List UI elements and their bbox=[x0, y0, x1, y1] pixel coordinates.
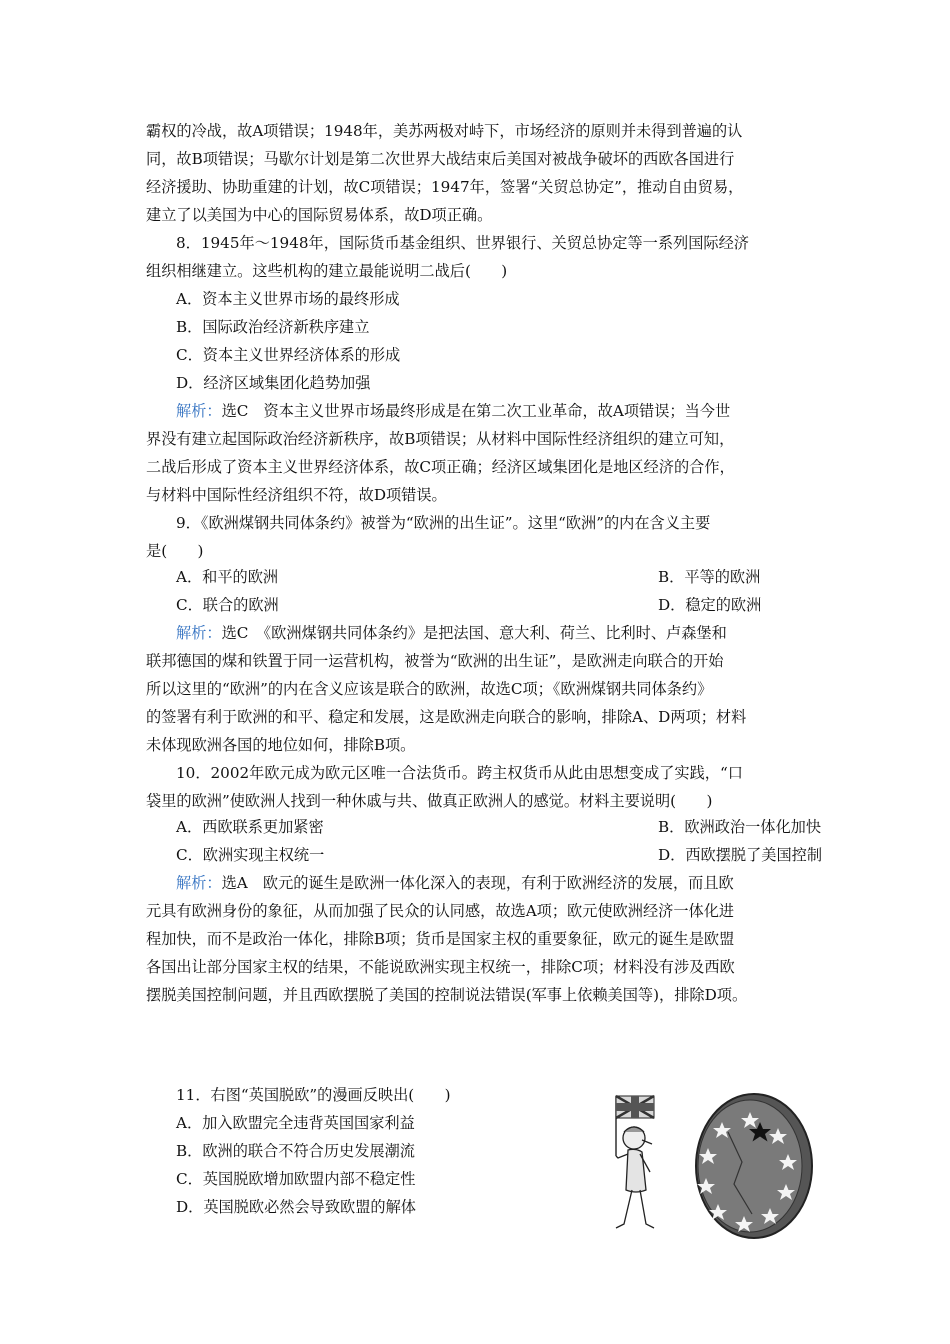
option-d: D．西欧摆脱了美国控制 bbox=[658, 846, 823, 864]
question-8-stem: 8．1945年～1948年，国际货币基金组织、世界银行、关贸总协定等一系列国际经济 bbox=[176, 234, 749, 252]
option-row bbox=[176, 842, 848, 870]
answer-text: 选A 欧元的诞生是欧洲一体化深入的表现，有利于欧洲经济的发展，而且欧 bbox=[221, 874, 734, 892]
answer-text: 选C 《欧洲煤钢共同体条约》是把法国、意大利、荷兰、比利时、卢森堡和 bbox=[221, 624, 727, 642]
option-a: A．资本主义世界市场的最终形成 bbox=[176, 290, 400, 308]
option-a: A．加入欧盟完全违背英国国家利益 bbox=[176, 1114, 415, 1132]
option-c: C．联合的欧洲 bbox=[176, 596, 279, 614]
text-line: 同，故B项错误；马歇尔计划是第二次世界大战结束后美国对被战争破坏的西欧各国进行 bbox=[146, 150, 735, 168]
option-a: A．和平的欧洲 bbox=[176, 568, 279, 586]
answer-line: 程加快，而不是政治一体化，排除B项；货币是国家主权的重要象征，欧元的诞生是欧盟 bbox=[146, 930, 735, 948]
answer-line: 的签署有利于欧洲的和平、稳定和发展，这是欧洲走向联合的影响，排除A、D两项；材料 bbox=[146, 708, 747, 726]
option-b: B．欧洲的联合不符合历史发展潮流 bbox=[176, 1142, 415, 1160]
question-9-stem: 是( ) bbox=[146, 542, 204, 560]
question-10-stem: 袋里的欧洲”使欧洲人找到一种休戚与共、做真正欧洲人的感觉。材料主要说明( ) bbox=[146, 792, 713, 810]
jiexi-label: 解析： bbox=[176, 624, 222, 642]
option-row bbox=[176, 814, 848, 842]
jiexi-label: 解析： bbox=[176, 874, 222, 892]
question-10-stem: 10．2002年欧元成为欧元区唯一合法货币。跨主权货币从此由思想变成了实践，“口 bbox=[176, 764, 743, 782]
answer-text: 选C 资本主义世界市场最终形成是在第二次工业革命，故A项错误；当今世 bbox=[221, 402, 731, 420]
option-b: B．平等的欧洲 bbox=[658, 568, 761, 586]
option-a: A．西欧联系更加紧密 bbox=[176, 818, 324, 836]
question-11-stem: 11．右图“英国脱欧”的漫画反映出( ) bbox=[176, 1086, 451, 1104]
jiexi-label: 解析： bbox=[176, 402, 222, 420]
walking-figure-icon bbox=[616, 1127, 654, 1228]
text-line: 霸权的冷战，故A项错误；1948年，美苏两极对峙下，市场经济的原则并未得到普遍的认 bbox=[146, 122, 743, 140]
question-8-stem: 组织相继建立。这些机构的建立最能说明二战后( ) bbox=[146, 262, 508, 280]
answer-line bbox=[176, 398, 848, 426]
brexit-cartoon bbox=[604, 1092, 816, 1244]
answer-line bbox=[176, 620, 848, 648]
option-b: B．欧洲政治一体化加快 bbox=[658, 818, 822, 836]
answer-line: 摆脱美国控制问题，并且西欧摆脱了美国的控制说法错误(军事上依赖美国等)，排除D项。 bbox=[146, 986, 748, 1004]
option-d: D．稳定的欧洲 bbox=[658, 596, 762, 614]
answer-line: 二战后形成了资本主义世界经济体系，故C项正确；经济区域集团化是地区经济的合作， bbox=[146, 458, 735, 476]
option-c: C．资本主义世界经济体系的形成 bbox=[176, 346, 401, 364]
answer-line: 各国出让部分国家主权的结果，不能说欧洲实现主权统一，排除C项；材料没有涉及西欧 bbox=[146, 958, 735, 976]
eu-coin-icon bbox=[696, 1094, 812, 1238]
option-d: D．英国脱欧必然会导致欧盟的解体 bbox=[176, 1198, 416, 1216]
answer-line: 未体现欧洲各国的地位如何，排除B项。 bbox=[146, 736, 416, 754]
option-row bbox=[176, 564, 848, 592]
answer-line bbox=[176, 870, 848, 898]
answer-line: 界没有建立起国际政治经济新秩序，故B项错误；从材料中国际性经济组织的建立可知， bbox=[146, 430, 735, 448]
option-b: B．国际政治经济新秩序建立 bbox=[176, 318, 370, 336]
text-line: 经济援助、协助重建的计划，故C项错误；1947年，签署“关贸总协定”，推动自由贸易， bbox=[146, 178, 744, 196]
option-c: C．欧洲实现主权统一 bbox=[176, 846, 325, 864]
option-c: C．英国脱欧增加欧盟内部不稳定性 bbox=[176, 1170, 416, 1188]
answer-line: 与材料中国际性经济组织不符，故D项错误。 bbox=[146, 486, 447, 504]
answer-line: 元具有欧洲身份的象征，从而加强了民众的认同感，故选A项；欧元使欧洲经济一体化进 bbox=[146, 902, 735, 920]
question-9-stem: 9．《欧洲煤钢共同体条约》被誉为“欧洲的出生证”。这里“欧洲”的内在含义主要 bbox=[176, 514, 711, 532]
option-row bbox=[176, 592, 848, 620]
option-d: D．经济区域集团化趋势加强 bbox=[176, 374, 371, 392]
answer-line: 所以这里的“欧洲”的内在含义应该是联合的欧洲，故选C项；《欧洲煤钢共同体条约》 bbox=[146, 680, 713, 698]
text-line: 建立了以美国为中心的国际贸易体系，故D项正确。 bbox=[146, 206, 493, 224]
answer-line: 联邦德国的煤和铁置于同一运营机构，被誉为“欧洲的出生证”，是欧洲走向联合的开始 bbox=[146, 652, 724, 670]
